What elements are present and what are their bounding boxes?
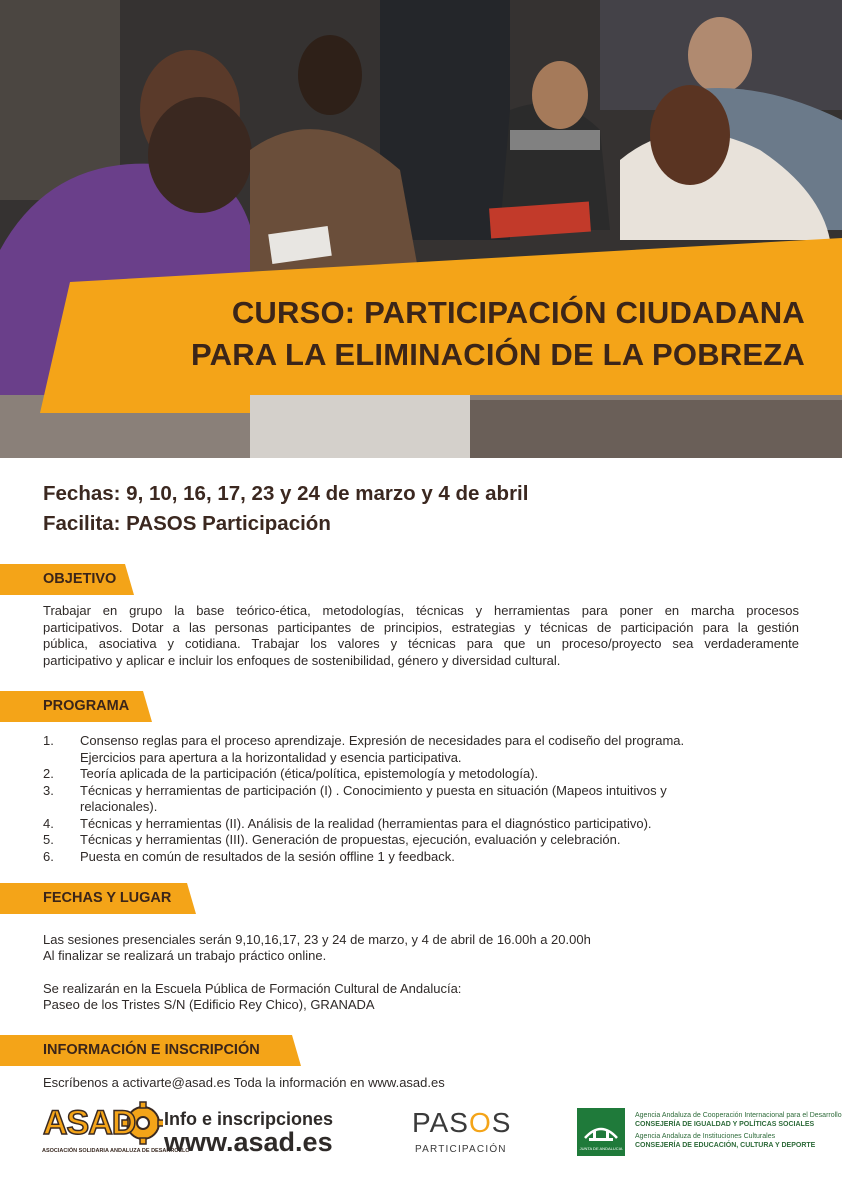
course-facilitator: Facilita: PASOS Participación <box>43 512 331 535</box>
info-heading: INFORMACIÓN E INSCRIPCIÓN <box>43 1042 260 1058</box>
section-header-programa <box>0 691 160 722</box>
pasos-logo-part: S <box>491 1107 512 1138</box>
objetivo-line-3: pública, asociativa y cotidiana. Trabajar los valores y técnicas para que un proceso/proyecto sea verdaderamente <box>43 636 799 651</box>
list-item-number: 6. <box>43 848 54 864</box>
list-item-line: Ejercicios para apertura a la horizontalidad y esencia participativa. <box>80 749 462 765</box>
junta-andalucia-emblem-icon <box>577 1108 625 1156</box>
section-header-objetivo <box>0 564 140 595</box>
list-item-line: Teoría aplicada de la participación (ética/política, epistemología y metodología). <box>80 766 539 781</box>
objetivo-line-1: Trabajar en grupo la base teórico-ética, metodologías, técnicas y herramientas para poner en marcha procesos <box>43 603 799 618</box>
programa-list <box>43 733 803 865</box>
section-header-fechas <box>0 883 205 914</box>
list-item-line: Consenso reglas para el proceso aprendizaje. Expresión de necesidades para el codiseño del programa. <box>80 733 685 748</box>
list-item <box>43 766 803 783</box>
pasos-logo-o: O <box>468 1107 492 1138</box>
list-item <box>43 816 803 833</box>
pasos-logo <box>412 1107 511 1139</box>
list-item-number: 4. <box>43 815 54 831</box>
fechas-line-4: Paseo de los Tristes S/N (Edificio Rey Chico), GRANADA <box>43 997 375 1012</box>
list-item <box>43 832 803 849</box>
fechas-line-3: Se realizarán en la Escuela Pública de Formación Cultural de Andalucía: <box>43 981 462 996</box>
fechas-line-1: Las sesiones presenciales serán 9,10,16,17, 23 y 24 de marzo, y 4 de abril de 16.00h a 20.00h <box>43 932 591 947</box>
info-contact-line: Escríbenos a activarte@asad.es Toda la información en www.asad.es <box>43 1075 445 1090</box>
pasos-logo-subtitle: PARTICIPACIÓN <box>415 1144 507 1155</box>
course-dates: Fechas: 9, 10, 16, 17, 23 y 24 de marzo y 4 de abril <box>43 482 529 505</box>
fechas-heading: FECHAS Y LUGAR <box>43 890 172 906</box>
programa-heading: PROGRAMA <box>43 698 130 714</box>
page-title <box>60 292 805 376</box>
list-item-line: Puesta en común de resultados de la sesión offline 1 y feedback. <box>80 848 455 864</box>
objetivo-heading: OBJETIVO <box>43 571 117 587</box>
objetivo-line-2: participativos. Dotar a las personas participantes de principios, estrategias y técnicas de participación para la gestión <box>43 619 799 635</box>
list-item <box>43 733 803 766</box>
asad-logo-subtitle: ASOCIACIÓN SOLIDARIA ANDALUZA DE DESARROLLO <box>42 1148 190 1154</box>
objetivo-text <box>43 603 799 669</box>
title-line-2: PARA LA ELIMINACIÓN DE LA POBREZA <box>191 337 805 372</box>
pasos-logo-part: PAS <box>412 1107 469 1138</box>
list-item-line: Técnicas y herramientas de participación (I) . Conocimiento y puesta en situación (Mapeos intuitivos y <box>80 782 667 798</box>
list-item-line: Técnicas y herramientas (III). Generación de propuestas, ejecución, evaluación y celebración. <box>80 832 621 847</box>
ja-line-3: Agencia Andaluza de Instituciones Culturales <box>635 1133 776 1140</box>
section-header-info <box>0 1035 310 1066</box>
title-line-1: CURSO: PARTICIPACIÓN CIUDADANA <box>231 295 805 330</box>
footer-website[interactable]: www.asad.es <box>164 1127 333 1157</box>
ja-line-2: CONSEJERÍA DE IGUALDAD Y POLÍTICAS SOCIALES <box>635 1121 815 1128</box>
list-item-number: 2. <box>43 766 54 781</box>
list-item-line: Técnicas y herramientas (II). Análisis de la realidad (herramientas para el diagnóstico participativo). <box>80 815 652 831</box>
footer-info-label: Info e inscripciones <box>164 1109 334 1129</box>
list-item-number: 5. <box>43 832 54 847</box>
list-item-number: 3. <box>43 782 54 798</box>
ja-line-1: Agencia Andaluza de Cooperación Internacional para el Desarrollo <box>635 1112 842 1119</box>
objetivo-line-4: participativo y aplicar e incluir los enfoques de sostenibilidad, género y diversidad cultural. <box>43 652 561 668</box>
ja-line-4: CONSEJERÍA DE EDUCACIÓN, CULTURA Y DEPORTE <box>635 1142 816 1149</box>
fechas-line-2: Al finalizar se realizará un trabajo práctico online. <box>43 948 327 963</box>
list-item <box>43 849 803 866</box>
title-banner <box>0 0 842 458</box>
list-item <box>43 783 803 816</box>
asad-logo-wordmark: ASAD <box>43 1104 136 1142</box>
list-item-number: 1. <box>43 733 54 748</box>
course-meta <box>43 479 528 539</box>
ja-emblem-text: JUNTA DE ANDALUCIA <box>579 1146 623 1151</box>
list-item-line: relacionales). <box>80 799 158 814</box>
